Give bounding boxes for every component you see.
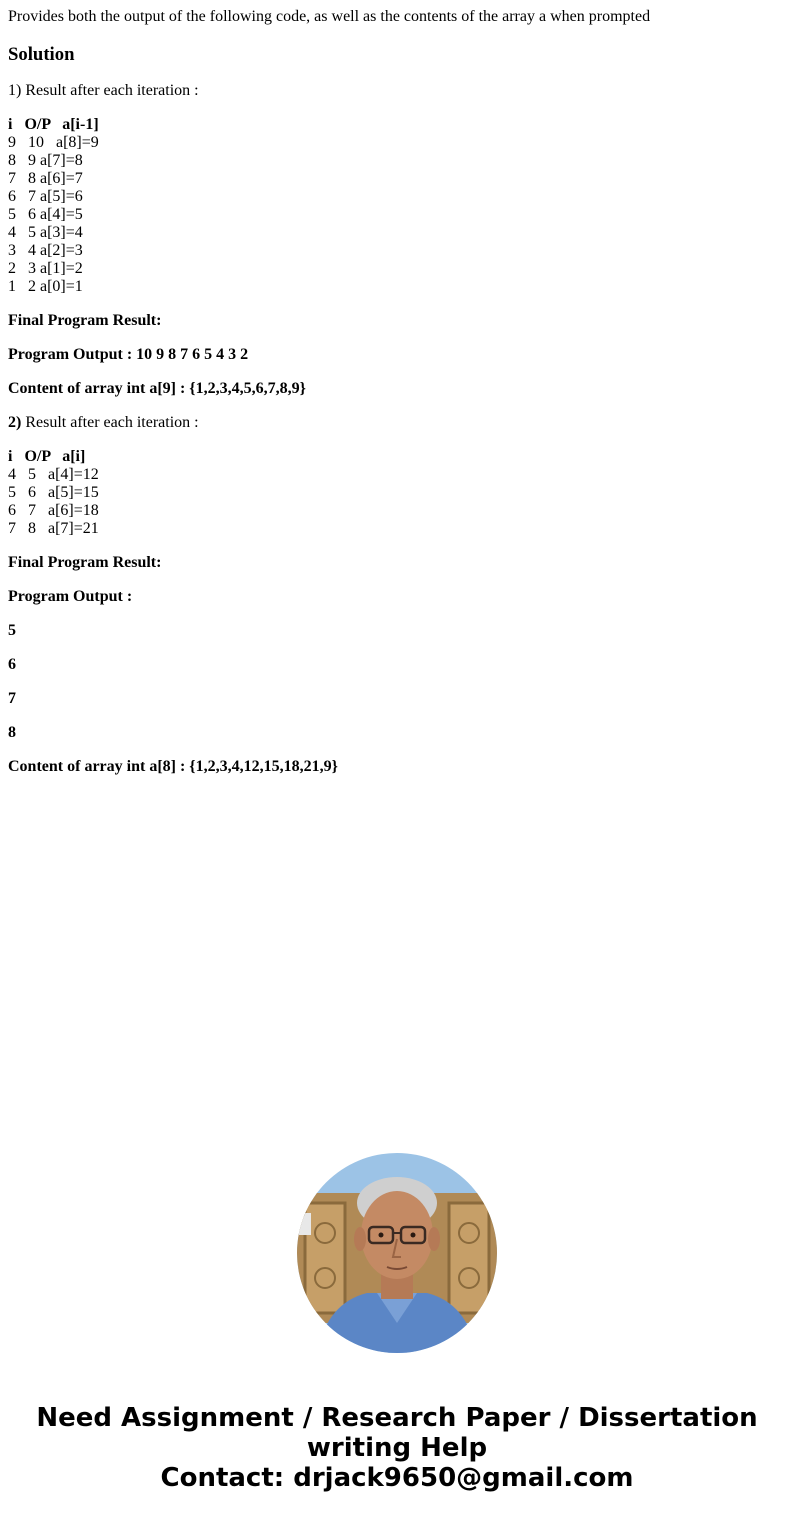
part2-array-content: Content of array int a[8] : {1,2,3,4,12,15,18,21,9}	[8, 758, 338, 775]
part2-output-value: 5	[8, 622, 16, 639]
footer-line: writing Help	[306, 1433, 488, 1463]
table-row: 3 4 a[2]=3	[8, 242, 83, 259]
footer-line: Need Assignment / Research Paper / Dissertation	[36, 1403, 758, 1433]
question-text: Provides both the output of the following code, as well as the contents of the array a when prompted	[8, 8, 651, 25]
part1-final-label: Final Program Result:	[8, 312, 162, 329]
part2-output-value: 7	[8, 690, 16, 707]
part1-array-content: Content of array int a[9] : {1,2,3,4,5,6,7,8,9}	[8, 380, 306, 397]
table-row: 6 7 a[6]=18	[8, 502, 99, 519]
part1-intro: 1) Result after each iteration :	[8, 82, 199, 99]
part2-output-label: Program Output :	[8, 588, 133, 605]
table-row: 5 6 a[4]=5	[8, 206, 83, 223]
table-row: 4 5 a[3]=4	[8, 224, 83, 241]
part2-intro	[8, 414, 786, 432]
table-row: 1 2 a[0]=1	[8, 278, 83, 295]
footer-banner	[0, 1403, 794, 1493]
part2-table-header: i O/P a[i]	[8, 448, 86, 465]
avatar-portrait-image	[297, 1153, 497, 1353]
table-row: 7 8 a[7]=21	[8, 520, 99, 537]
table-row: 9 10 a[8]=9	[8, 134, 99, 151]
part2-output-value: 8	[8, 724, 16, 741]
part2-final-label: Final Program Result:	[8, 554, 162, 571]
part2-output-value: 6	[8, 656, 16, 673]
table-row: 2 3 a[1]=2	[8, 260, 83, 277]
document-body	[8, 8, 786, 792]
part1-table-header: i O/P a[i-1]	[8, 116, 99, 133]
part1-table	[8, 116, 786, 296]
table-row: 6 7 a[5]=6	[8, 188, 83, 205]
part1-program-output: Program Output : 10 9 8 7 6 5 4 3 2	[8, 346, 249, 363]
avatar	[297, 1153, 497, 1353]
table-row: 4 5 a[4]=12	[8, 466, 99, 483]
table-row: 5 6 a[5]=15	[8, 484, 99, 501]
solution-heading: Solution	[8, 44, 75, 65]
part2-table	[8, 448, 786, 538]
part2-intro-number: 2)	[8, 414, 22, 431]
footer-contact: Contact: drjack9650@gmail.com	[160, 1463, 634, 1493]
table-row: 7 8 a[6]=7	[8, 170, 83, 187]
table-row: 8 9 a[7]=8	[8, 152, 83, 169]
part2-intro-text: Result after each iteration :	[21, 414, 199, 431]
